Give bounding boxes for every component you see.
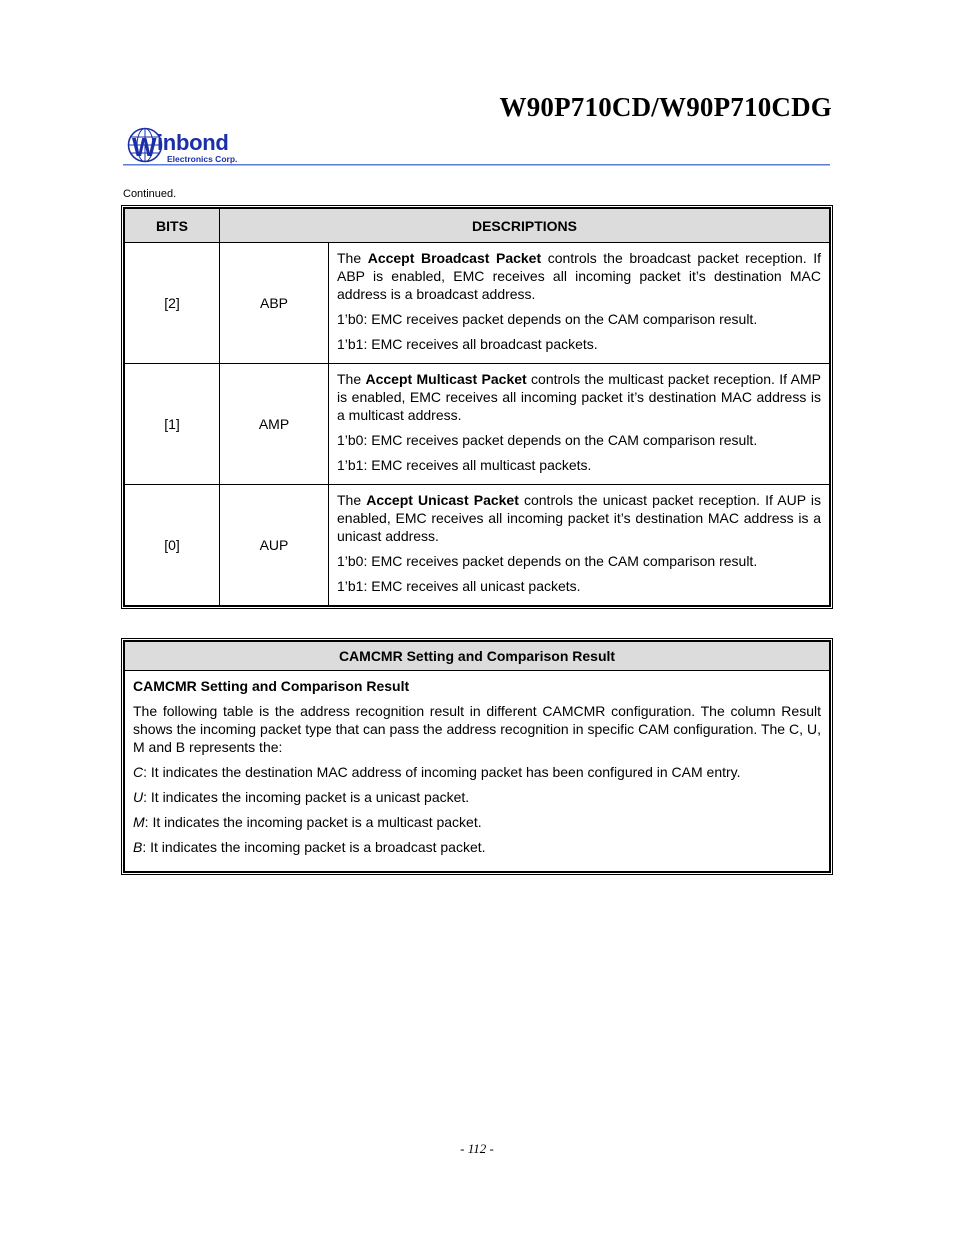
winbond-logo [127,126,257,166]
logo-subtitle: Electronics Corp. [167,154,238,164]
legend-item-b: B: It indicates the incoming packet is a broadcast packet. [133,839,486,855]
camcmr-header: CAMCMR Setting and Comparison Result [125,642,830,671]
description-text: The Accept Multicast Packet controls the multicast packet reception. If AMP is enabled, EMC receives all incoming packet it’s destination MAC address is a multicast address. [337,371,821,423]
value-1-text: 1’b1: EMC receives all unicast packets. [337,578,581,594]
table-row [125,485,830,606]
svg-text:W: W [132,132,157,162]
bit-index: [0] [125,485,220,606]
bit-name: ABP [220,243,329,364]
bit-description [329,243,830,364]
camcmr-table [123,640,831,873]
table-row [125,243,830,364]
camcmr-subtitle: CAMCMR Setting and Comparison Result [133,678,410,694]
legend-item-c: C: It indicates the destination MAC address of incoming packet has been configured in CAM entry. [133,764,741,780]
bit-index: [2] [125,243,220,364]
header-divider [123,164,830,166]
bit-name: AUP [220,485,329,606]
column-header-bits: BITS [125,209,220,243]
description-text: The Accept Broadcast Packet controls the broadcast packet reception. If ABP is enabled, EMC receives all incoming packet it’s destination MAC address is a broadcast address. [337,250,822,302]
legend-item-u: U: It indicates the incoming packet is a unicast packet. [133,789,470,805]
value-0-text: 1’b0: EMC receives packet depends on the CAM comparison result. [337,432,758,448]
continued-label: Continued. [123,188,177,200]
column-header-descriptions: DESCRIPTIONS [220,209,830,243]
bit-name: AMP [220,364,329,485]
camcmr-intro: The following table is the address recognition result in different CAMCMR configuration. The column Result shows the incoming packet type that can pass the address recognition in specific CAM configuration. The C, U, M and B represents the: [133,703,821,755]
value-1-text: 1’b1: EMC receives all multicast packets. [337,457,592,473]
bits-table [123,207,831,607]
value-0-text: 1’b0: EMC receives packet depends on the CAM comparison result. [337,553,758,569]
value-1-text: 1’b1: EMC receives all broadcast packets. [337,336,598,352]
camcmr-body [125,671,830,872]
bit-description [329,485,830,606]
value-0-text: 1’b0: EMC receives packet depends on the CAM comparison result. [337,311,758,327]
legend-item-m: M: It indicates the incoming packet is a multicast packet. [133,814,482,830]
description-text: The Accept Unicast Packet controls the unicast packet reception. If AUP is enabled, EMC receives all incoming packet it’s destination MAC address is a unicast address. [337,492,821,544]
logo-wordmark: inbond [157,130,229,155]
bit-description [329,364,830,485]
page-title: W90P710CD/W90P710CDG [499,92,832,122]
bit-index: [1] [125,364,220,485]
table-row [125,364,830,485]
page-number: - 112 - [460,1141,494,1156]
